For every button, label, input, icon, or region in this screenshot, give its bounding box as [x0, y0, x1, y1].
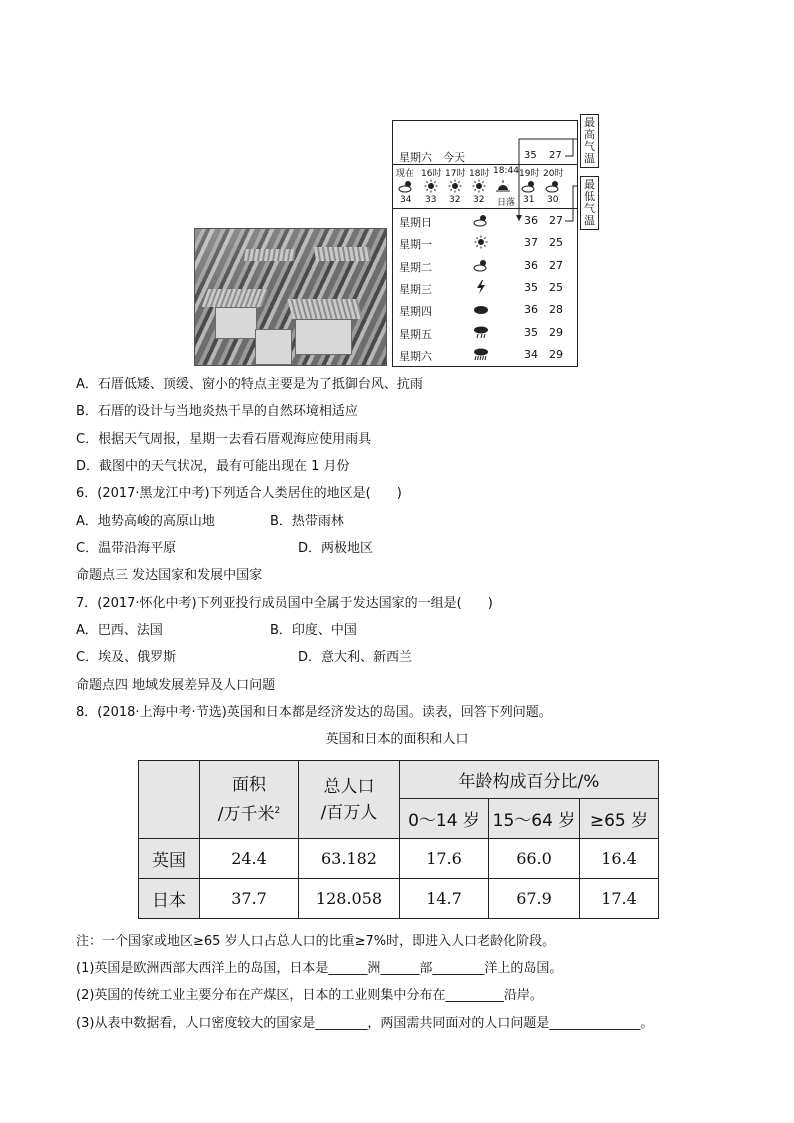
age3-cell: 16.4 [580, 839, 659, 879]
day-name: 星期四 [399, 305, 432, 319]
sun-icon [423, 179, 439, 193]
table-corner-cell [139, 761, 200, 839]
q8-sub3: (3)从表中数据看，人口密度较大的国家是________，两国需共同面对的人口问题是______________。 [76, 1016, 654, 1031]
hour-label: 现在 [396, 169, 415, 179]
sunset-icon [495, 179, 511, 193]
age1-cell: 14.7 [400, 879, 489, 919]
q5-option-a: A．石厝低矮、顶缓、窗小的特点主要是为了抵御台风、抗雨 [76, 377, 423, 392]
day-name: 星期二 [399, 260, 432, 274]
q8-sub1: (1)英国是欧洲西部大西洋上的岛国，日本是______洲______部________洋上的岛国。 [76, 961, 563, 976]
hour-label: 19时 [519, 169, 540, 179]
day-low: 29 [549, 325, 563, 339]
table-note: 注：一个国家或地区≥65 岁人口占总人口的比重≥7%时，即进入人口老龄化阶段。 [76, 934, 556, 949]
table-row [139, 879, 659, 919]
day-low: 29 [549, 347, 563, 361]
day-name: 星期三 [399, 282, 432, 296]
day-name: 星期日 [399, 216, 432, 229]
day-high: 34 [524, 347, 538, 361]
rain-icon [473, 325, 489, 339]
q5-option-b: B．石厝的设计与当地炎热干旱的自然环境相适应 [76, 404, 358, 419]
header-age: 年龄构成百分比/% [400, 761, 659, 799]
day-low: 27 [549, 258, 563, 272]
hour-label: 18:44 [493, 166, 519, 176]
sun-icon [471, 179, 487, 193]
today-high: 35 [524, 150, 537, 161]
heavy-rain-icon [473, 347, 489, 361]
day-name: 星期一 [399, 238, 432, 252]
q8-stem: 8．(2018·上海中考·节选)英国和日本都是经济发达的岛国。读表，回答下列问题。 [76, 705, 552, 720]
hour-temp: 33 [425, 195, 437, 205]
hour-temp: 32 [473, 195, 485, 205]
stone-houses-photo [194, 228, 387, 366]
q5-option-d: D．截图中的天气状况，最有可能出现在 1 月份 [76, 459, 350, 474]
today-low: 27 [549, 150, 562, 161]
day-low: 25 [549, 280, 563, 294]
partly-cloudy-icon [473, 258, 489, 272]
q7-stem: 7．(2017·怀化中考)下列亚投行成员国中全属于发达国家的一组是( ) [76, 596, 493, 611]
hour-temp: 32 [449, 195, 461, 205]
weather-forecast-panel [392, 120, 578, 367]
hour-label: 18时 [469, 169, 490, 179]
section-heading-3: 命题点三 发达国家和发展中国家 [76, 568, 263, 583]
cloud-icon [473, 302, 489, 316]
q6-option-a: A．地势高峻的高原山地 [76, 514, 215, 529]
hour-temp: 31 [523, 195, 535, 205]
header-area: 面积 /万千米$^2$ [200, 761, 299, 839]
lightning-icon [473, 280, 489, 294]
partly-cloudy-icon [545, 179, 561, 193]
q8-sub2: (2)英国的传统工业主要分布在产煤区，日本的工业则集中分布在_________沿岸。 [76, 988, 543, 1003]
day-low: 25 [549, 236, 563, 250]
hour-label: 17时 [445, 169, 466, 179]
sun-icon [447, 179, 463, 193]
day-name: 星期六 [399, 349, 432, 363]
sun-icon [473, 235, 489, 249]
section-heading-4: 命题点四 地域发展差异及人口问题 [76, 678, 276, 693]
side-label-high: 最高气温 [580, 114, 599, 168]
header-age-0-14: 0～14 岁 [400, 799, 489, 839]
age2-cell: 66.0 [489, 839, 580, 879]
header-age-15-64: 15～64 岁 [489, 799, 580, 839]
day-high: 37 [524, 236, 538, 250]
q7-option-c: C．埃及、俄罗斯 [76, 650, 177, 665]
partly-cloudy-icon [398, 179, 414, 193]
area-cell: 24.4 [200, 839, 299, 879]
header-day: 星期六 [399, 151, 432, 164]
day-low: 27 [549, 214, 563, 227]
country-cell: 英国 [139, 839, 200, 879]
day-low: 28 [549, 303, 563, 317]
day-high: 36 [524, 303, 538, 317]
day-high: 36 [524, 214, 538, 227]
day-high: 35 [524, 325, 538, 339]
hour-temp: 30 [547, 195, 559, 205]
table-row [139, 839, 659, 879]
hour-label: 16时 [421, 169, 442, 179]
q6-option-d: D．两极地区 [298, 541, 374, 556]
q6-option-c: C．温带沿海平原 [76, 541, 177, 556]
hour-temp: 34 [400, 195, 412, 205]
q6-option-b: B．热带雨林 [270, 514, 344, 529]
population-table [138, 760, 659, 919]
q7-option-a: A．巴西、法国 [76, 623, 163, 638]
day-high: 35 [524, 280, 538, 294]
day-high: 36 [524, 258, 538, 272]
age2-cell: 67.9 [489, 879, 580, 919]
header-population: 总人口 /百万人 [299, 761, 400, 839]
header-age-65: ≥65 岁 [580, 799, 659, 839]
age3-cell: 17.4 [580, 879, 659, 919]
partly-cloudy-icon [473, 213, 489, 227]
q5-option-c: C．根据天气周报，星期一去看石厝观海应使用雨具 [76, 432, 372, 447]
population-cell: 128.058 [299, 879, 400, 919]
day-name: 星期五 [399, 327, 432, 341]
age1-cell: 17.6 [400, 839, 489, 879]
population-cell: 63.182 [299, 839, 400, 879]
country-cell: 日本 [139, 879, 200, 919]
q7-option-b: B．印度、中国 [270, 623, 357, 638]
hour-label: 20时 [543, 169, 564, 179]
hour-temp: 日落 [497, 198, 516, 208]
partly-cloudy-icon [521, 179, 537, 193]
q6-stem: 6．(2017·黑龙江中考)下列适合人类居住的地区是( ) [76, 486, 402, 501]
area-cell: 37.7 [200, 879, 299, 919]
q7-option-d: D．意大利、新西兰 [298, 650, 413, 665]
table-title: 英国和日本的面积和人口 [325, 732, 469, 747]
header-today: 今天 [443, 151, 465, 164]
side-label-low: 最低气温 [580, 176, 599, 230]
